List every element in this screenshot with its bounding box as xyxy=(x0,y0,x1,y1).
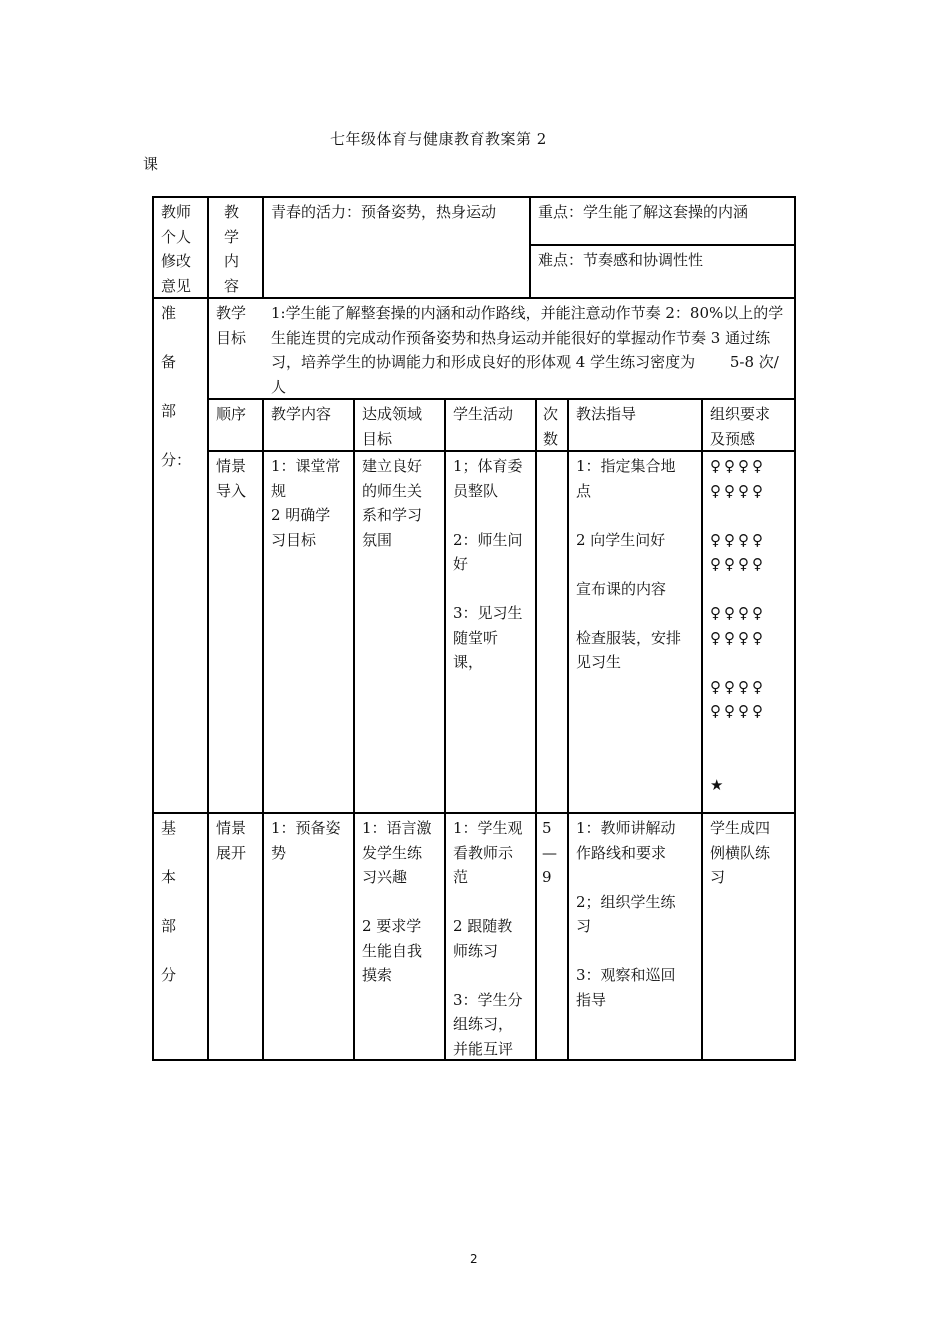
row2-organization: 学生成四 例横队练 习 xyxy=(710,819,771,886)
row1-formation-diagram: ♀♀♀♀ ♀♀♀♀ ♀♀♀♀ ♀♀♀♀ ♀♀♀♀ ♀♀♀♀ ♀♀♀♀ ♀♀♀♀ ★ xyxy=(710,457,766,794)
row1-method: 1：指定集合地 点 2 向学生问好 宣布课的内容 检查服装，安排 见习生 xyxy=(576,457,682,671)
teacher-note-label: 教师 个人 修改 意见 xyxy=(161,203,192,295)
lesson-topic: 青春的活力：预备姿势，热身运动 xyxy=(271,203,497,221)
header-organization: 组织要求 及预感 xyxy=(710,405,771,448)
header-activity: 学生活动 xyxy=(453,405,514,423)
document-title: 七年级体育与健康教育教案第 2 xyxy=(330,130,547,148)
page-number: 2 xyxy=(470,1252,478,1266)
row1-target: 建立良好 的师生关 系和学习 氛围 xyxy=(362,457,423,549)
header-target: 达成领域 目标 xyxy=(362,405,423,448)
row2-content: 1：预备姿 势 xyxy=(271,819,341,862)
row2-times: 5 — 9 xyxy=(542,819,557,886)
key-point: 重点：学生能了解这套操的内涵 xyxy=(538,203,749,221)
header-content: 教学内容 xyxy=(271,405,332,423)
header-times: 次 数 xyxy=(543,405,559,448)
row1-order: 情景 导入 xyxy=(216,457,247,500)
row2-target: 1：语言激 发学生练 习兴趣 2 要求学 生能自我 摸索 xyxy=(362,819,432,984)
row2-activity: 1：学生观 看教师示 范 2 跟随教 师练习 3：学生分 组练习， 并能互评 xyxy=(453,819,523,1058)
teaching-goal-label: 教学 目标 xyxy=(216,304,247,347)
lesson-label: 课 xyxy=(143,155,159,173)
header-order: 顺序 xyxy=(216,405,247,423)
teaching-content-label: 教 学 内 容 xyxy=(224,203,240,295)
difficulty-point: 难点：节奏感和协调性性 xyxy=(538,251,704,269)
header-method: 教法指导 xyxy=(576,405,637,423)
row1-content: 1：课堂常 规 2 明确学 习目标 xyxy=(271,457,341,549)
teaching-goal-text: 1:学生能了解整套操的内涵和动作路线，并能注意动作节奏 2：80%以上的学生能连贯的完成动作预备姿势和热身运动并能很好的掌握动作节奏 3 通过练习，培养学生的协调能力和形成良好的形体观 4 学生练习密度为 5-8 次/人 xyxy=(271,304,784,396)
row2-order: 情景 展开 xyxy=(216,819,247,862)
basic-section-label: 基 本 部 分 xyxy=(161,819,177,984)
row2-method: 1：教师讲解动 作路线和要求 2；组织学生练 习 3：观察和巡回 指导 xyxy=(576,819,676,1009)
row1-activity: 1；体育委 员整队 2：师生问 好 3：见习生 随堂听 课， xyxy=(453,457,523,671)
preparation-section-label: 准 备 部 分： xyxy=(161,304,192,469)
row1-times xyxy=(535,452,567,812)
